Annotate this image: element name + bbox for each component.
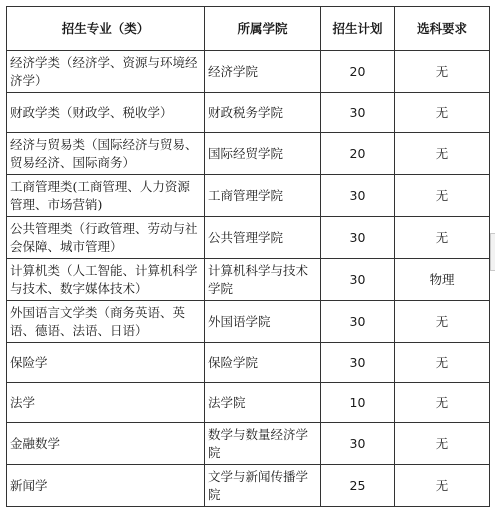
- plan-cell: 25: [321, 465, 395, 507]
- requirement-cell: 无: [395, 217, 490, 259]
- table-row: [7, 383, 490, 423]
- plan-cell: 20: [321, 51, 395, 93]
- side-scroll-handle[interactable]: [490, 233, 495, 271]
- requirement-cell: 无: [395, 465, 490, 507]
- enrollment-table: [6, 6, 490, 507]
- table-row: [7, 217, 490, 259]
- table-row: [7, 259, 490, 301]
- college-cell: 法学院: [205, 383, 321, 423]
- college-cell: 保险学院: [205, 343, 321, 383]
- college-cell: 国际经贸学院: [205, 133, 321, 175]
- table-row: [7, 133, 490, 175]
- major-cell: 新闻学: [7, 465, 205, 507]
- major-cell: 工商管理类(工商管理、人力资源管理、市场营销): [7, 175, 205, 217]
- header-major: 招生专业（类）: [7, 7, 205, 51]
- table-row: [7, 93, 490, 133]
- header-college: 所属学院: [205, 7, 321, 51]
- major-cell: 金融数学: [7, 423, 205, 465]
- college-cell: 财政税务学院: [205, 93, 321, 133]
- plan-cell: 30: [321, 301, 395, 343]
- header-plan: 招生计划: [321, 7, 395, 51]
- plan-cell: 30: [321, 217, 395, 259]
- requirement-cell: 无: [395, 383, 490, 423]
- plan-cell: 20: [321, 133, 395, 175]
- plan-cell: 30: [321, 259, 395, 301]
- major-cell: 财政学类（财政学、税收学）: [7, 93, 205, 133]
- requirement-cell: 无: [395, 301, 490, 343]
- requirement-cell: 无: [395, 51, 490, 93]
- college-cell: 计算机科学与技术学院: [205, 259, 321, 301]
- table-row: [7, 423, 490, 465]
- college-cell: 文学与新闻传播学院: [205, 465, 321, 507]
- requirement-cell: 无: [395, 175, 490, 217]
- plan-cell: 10: [321, 383, 395, 423]
- college-cell: 公共管理学院: [205, 217, 321, 259]
- table-row: [7, 465, 490, 507]
- requirement-cell: 无: [395, 343, 490, 383]
- college-cell: 工商管理学院: [205, 175, 321, 217]
- requirement-cell: 无: [395, 423, 490, 465]
- table-row: [7, 343, 490, 383]
- requirement-cell: 无: [395, 133, 490, 175]
- college-cell: 经济学院: [205, 51, 321, 93]
- requirement-cell: 物理: [395, 259, 490, 301]
- college-cell: 外国语学院: [205, 301, 321, 343]
- major-cell: 法学: [7, 383, 205, 423]
- major-cell: 计算机类（人工智能、计算机科学与技术、数字媒体技术）: [7, 259, 205, 301]
- major-cell: 公共管理类（行政管理、劳动与社会保障、城市管理）: [7, 217, 205, 259]
- major-cell: 经济与贸易类（国际经济与贸易、贸易经济、国际商务）: [7, 133, 205, 175]
- plan-cell: 30: [321, 423, 395, 465]
- plan-cell: 30: [321, 343, 395, 383]
- major-cell: 保险学: [7, 343, 205, 383]
- table-row: [7, 175, 490, 217]
- table-row: [7, 301, 490, 343]
- table-row: [7, 51, 490, 93]
- college-cell: 数学与数量经济学院: [205, 423, 321, 465]
- requirement-cell: 无: [395, 93, 490, 133]
- table-header-row: [7, 7, 490, 51]
- major-cell: 外国语言文学类（商务英语、英语、德语、法语、日语）: [7, 301, 205, 343]
- plan-cell: 30: [321, 93, 395, 133]
- major-cell: 经济学类（经济学、资源与环境经济学）: [7, 51, 205, 93]
- plan-cell: 30: [321, 175, 395, 217]
- header-requirement: 选科要求: [395, 7, 490, 51]
